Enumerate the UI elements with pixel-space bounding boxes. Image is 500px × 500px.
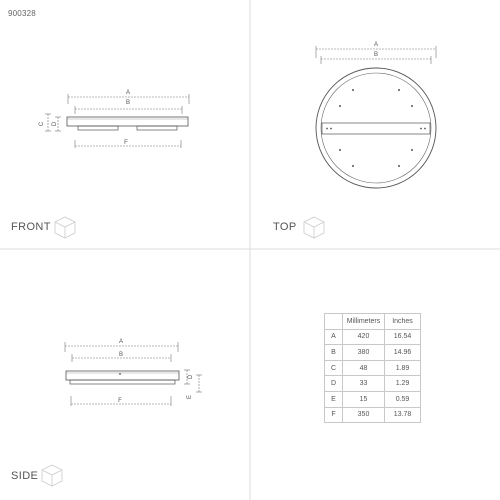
front-dim-c-label: C: [39, 121, 45, 127]
front-view-drawing: [45, 94, 189, 148]
table-cell: 48: [343, 360, 385, 376]
table-cell: 350: [343, 407, 385, 423]
front-dim-f-label: F: [124, 140, 128, 146]
table-cell: 16.54: [385, 329, 421, 345]
top-view-label: TOP: [273, 221, 297, 233]
table-cell: 1.29: [385, 376, 421, 392]
top-view-drawing: [316, 46, 436, 188]
side-dim-e-label: E: [187, 394, 193, 400]
table-cell: B: [325, 345, 343, 361]
cube-icon: [302, 215, 326, 239]
table-row: [325, 407, 421, 423]
front-view-label: FRONT: [11, 221, 51, 233]
table-row: [325, 391, 421, 407]
cube-icon: [40, 463, 64, 487]
table-header-cell: [325, 314, 343, 330]
table-row: [325, 360, 421, 376]
cube-icon: [53, 215, 77, 239]
front-dim-b-label: B: [125, 100, 131, 106]
product-id: 900328: [8, 9, 36, 18]
table-cell: 13.78: [385, 407, 421, 423]
table-row: [325, 376, 421, 392]
dimensions-table: [324, 313, 421, 423]
table-cell: 0.59: [385, 391, 421, 407]
table-cell: 14.96: [385, 345, 421, 361]
top-dim-b-label: B: [373, 52, 379, 58]
table-header-row: [325, 314, 421, 330]
table-row: [325, 345, 421, 361]
front-dim-a-label: A: [125, 90, 131, 96]
table-header-cell: Millimeters: [343, 314, 385, 330]
table-cell: 1.89: [385, 360, 421, 376]
table-cell: 420: [343, 329, 385, 345]
side-view-label: SIDE: [11, 470, 39, 482]
front-dim-d-label: D: [52, 121, 58, 127]
table-cell: A: [325, 329, 343, 345]
side-dim-f-label: F: [118, 398, 122, 404]
table-cell: 380: [343, 345, 385, 361]
table-cell: 33: [343, 376, 385, 392]
side-view-drawing: [65, 342, 202, 406]
side-dim-b-label: B: [118, 352, 124, 358]
side-dim-a-label: A: [118, 339, 124, 345]
table-header-cell: Inches: [385, 314, 421, 330]
table-cell: E: [325, 391, 343, 407]
top-dim-a-label: A: [373, 42, 379, 48]
table-row: [325, 329, 421, 345]
table-cell: D: [325, 376, 343, 392]
table-cell: F: [325, 407, 343, 423]
table-cell: C: [325, 360, 343, 376]
side-dim-d-label: D: [188, 374, 194, 380]
table-cell: 15: [343, 391, 385, 407]
